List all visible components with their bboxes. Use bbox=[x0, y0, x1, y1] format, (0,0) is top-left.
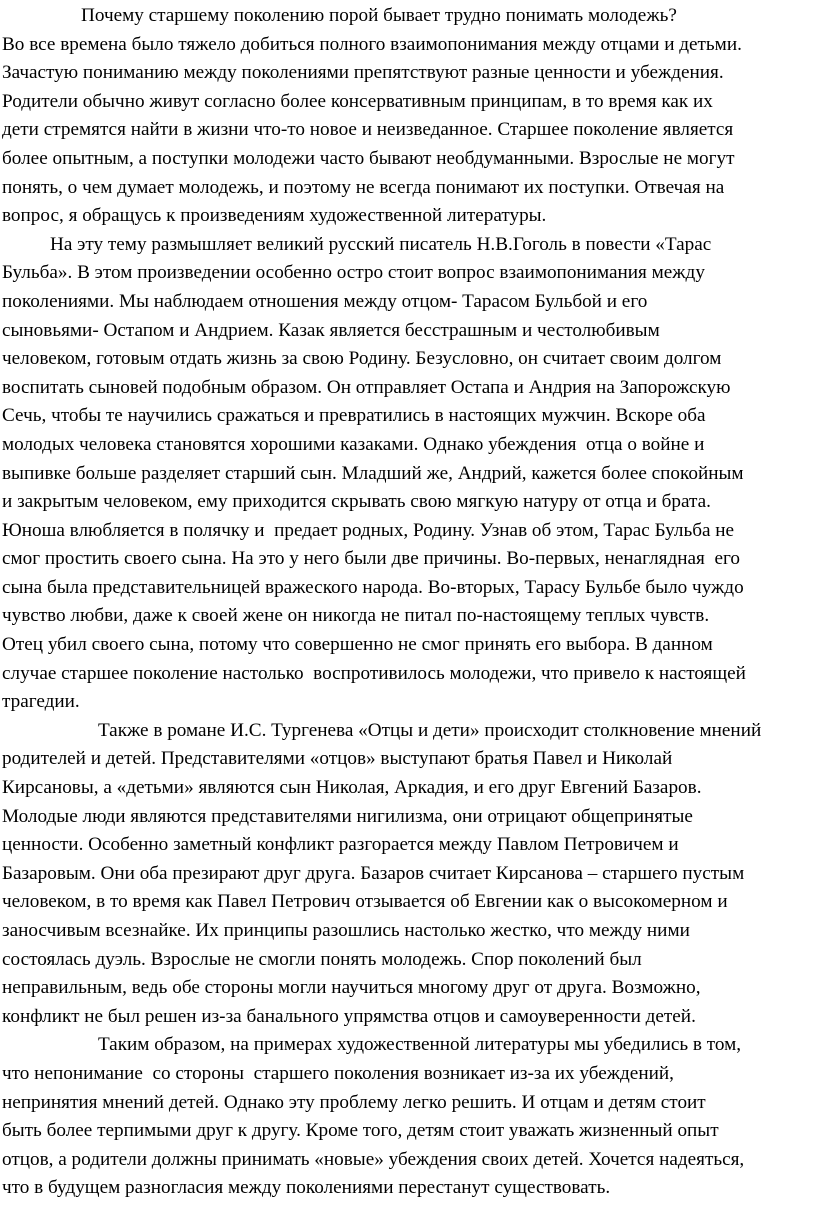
text-line: трагедии. bbox=[2, 691, 80, 713]
text-line: чувство любви, даже к своей жене он никогда не питал по-настоящему теплых чувств. bbox=[2, 605, 710, 627]
text-line: Бульба». В этом произведении особенно остро стоит вопрос взаимопонимания между bbox=[2, 262, 705, 284]
text-line: выпивке больше разделяет старший сын. Младший же, Андрий, кажется более спокойным bbox=[2, 462, 744, 484]
text-line: Во все времена было тяжело добиться полного взаимопонимания между отцами и детьми. bbox=[2, 33, 742, 55]
text-line: Отец убил своего сына, потому что совершенно не смог принять его выбора. В данном bbox=[2, 634, 713, 656]
text-line: что непонимание со стороны старшего поколения возникает из-за их убеждений, bbox=[2, 1062, 674, 1084]
text-line: заносчивым всезнайке. Их принципы разошлись настолько жестко, что между ними bbox=[2, 920, 690, 941]
page-title: Почему старшему поколению порой бывает трудно понимать молодежь? bbox=[81, 5, 677, 26]
text-line: смог простить своего сына. На это у него были две причины. Во-первых, ненаглядная его bbox=[2, 548, 740, 570]
text-line: Зачастую пониманию между поколениями препятствуют разные ценности и убеждения. bbox=[2, 62, 724, 84]
text-line: человеком, готовым отдать жизнь за свою Родину. Безусловно, он считает своим долгом bbox=[2, 348, 722, 370]
text-line: случае старшее поколение настолько воспротивилось молодежи, что привело к настоящей bbox=[2, 662, 746, 684]
text-line: быть более терпимыми друг к другу. Кроме того, детям стоит уважать жизненный опыт bbox=[2, 1120, 719, 1142]
text-line: неправильным, ведь обе стороны могли научиться многому друг от друга. Возможно, bbox=[2, 977, 701, 999]
text-line: Юноша влюбляется в полячку и предает родных, Родину. Узнав об этом, Тарас Бульба не bbox=[2, 519, 735, 541]
text-line: Также в романе И.С. Тургенева «Отцы и дети» происходит столкновение мнений bbox=[2, 719, 762, 741]
text-line: отцов, а родители должны принимать «новые» убеждения своих детей. Хочется надеяться, bbox=[2, 1148, 745, 1170]
text-line: Кирсановы, а «детьми» являются сын Николая, Аркадия, и его друг Евгений Базаров. bbox=[2, 777, 702, 799]
text-line: Молодые люди являются представителями нигилизма, они отрицают общепринятые bbox=[2, 805, 693, 827]
document-body bbox=[2, 31, 812, 1203]
text-line: родителей и детей. Представителями «отцов» выступают братья Павел и Николай bbox=[2, 748, 673, 770]
text-line: ценности. Особенно заметный конфликт разгорается между Павлом Петровичем и bbox=[2, 834, 679, 856]
text-line: Базаровым. Они оба презирают друг друга. Базаров считает Кирсанова – старшего пустым bbox=[2, 862, 745, 884]
text-line: конфликт не был решен из-за банального упрямства отцов и самоуверенности детей. bbox=[2, 1005, 696, 1027]
text-line: что в будущем разногласия между поколениями перестанут существовать. bbox=[2, 1177, 611, 1199]
text-line: состоялась дуэль. Взрослые не смогли понять молодежь. Спор поколений был bbox=[2, 948, 642, 970]
text-line: непринятия мнений детей. Однако эту проблему легко решить. И отцам и детям стоит bbox=[2, 1091, 706, 1113]
text-line: сына была представительницей вражеского народа. Во-вторых, Тарасу Бульбе было чуждо bbox=[2, 576, 744, 598]
text-line: и закрытым человеком, ему приходится скрывать свою мягкую натуру от отца и брата. bbox=[2, 491, 711, 513]
text-line: сыновьями- Остапом и Андрием. Казак является бесстрашным и честолюбивым bbox=[2, 319, 660, 341]
text-line: воспитать сыновей подобным образом. Он отправляет Остапа и Андрия на Запорожскую bbox=[2, 376, 731, 398]
text-line: поколениями. Мы наблюдаем отношения между отцом- Тарасом Бульбой и его bbox=[2, 290, 648, 312]
text-line: Таким образом, на примерах художественной литературы мы убедились в том, bbox=[2, 1034, 742, 1056]
text-line: вопрос, я обращусь к произведениям художественной литературы. bbox=[2, 205, 547, 227]
text-line: Сечь, чтобы те научились сражаться и превратились в настоящих мужчин. Вскоре оба bbox=[2, 405, 706, 427]
text-line: Родители обычно живут согласно более консервативным принципам, в то время как их bbox=[2, 90, 713, 112]
text-line: понять, о чем думает молодежь, и поэтому не всегда понимают их поступки. Отвечая на bbox=[2, 176, 725, 198]
text-line: молодых человека становятся хорошими казаками. Однако убеждения отца о войне и bbox=[2, 433, 705, 455]
text-line: человеком, в то время как Павел Петрович отзывается об Евгении как о высокомерном и bbox=[2, 891, 728, 913]
text-line: более опытным, а поступки молодежи часто бывают необдуманными. Взрослые не могут bbox=[2, 147, 735, 169]
text-line: дети стремятся найти в жизни что-то новое и неизведанное. Старшее поколение является bbox=[2, 119, 734, 141]
text-line: На эту тему размышляет великий русский писатель Н.В.Гоголь в повести «Тарас bbox=[2, 233, 712, 255]
